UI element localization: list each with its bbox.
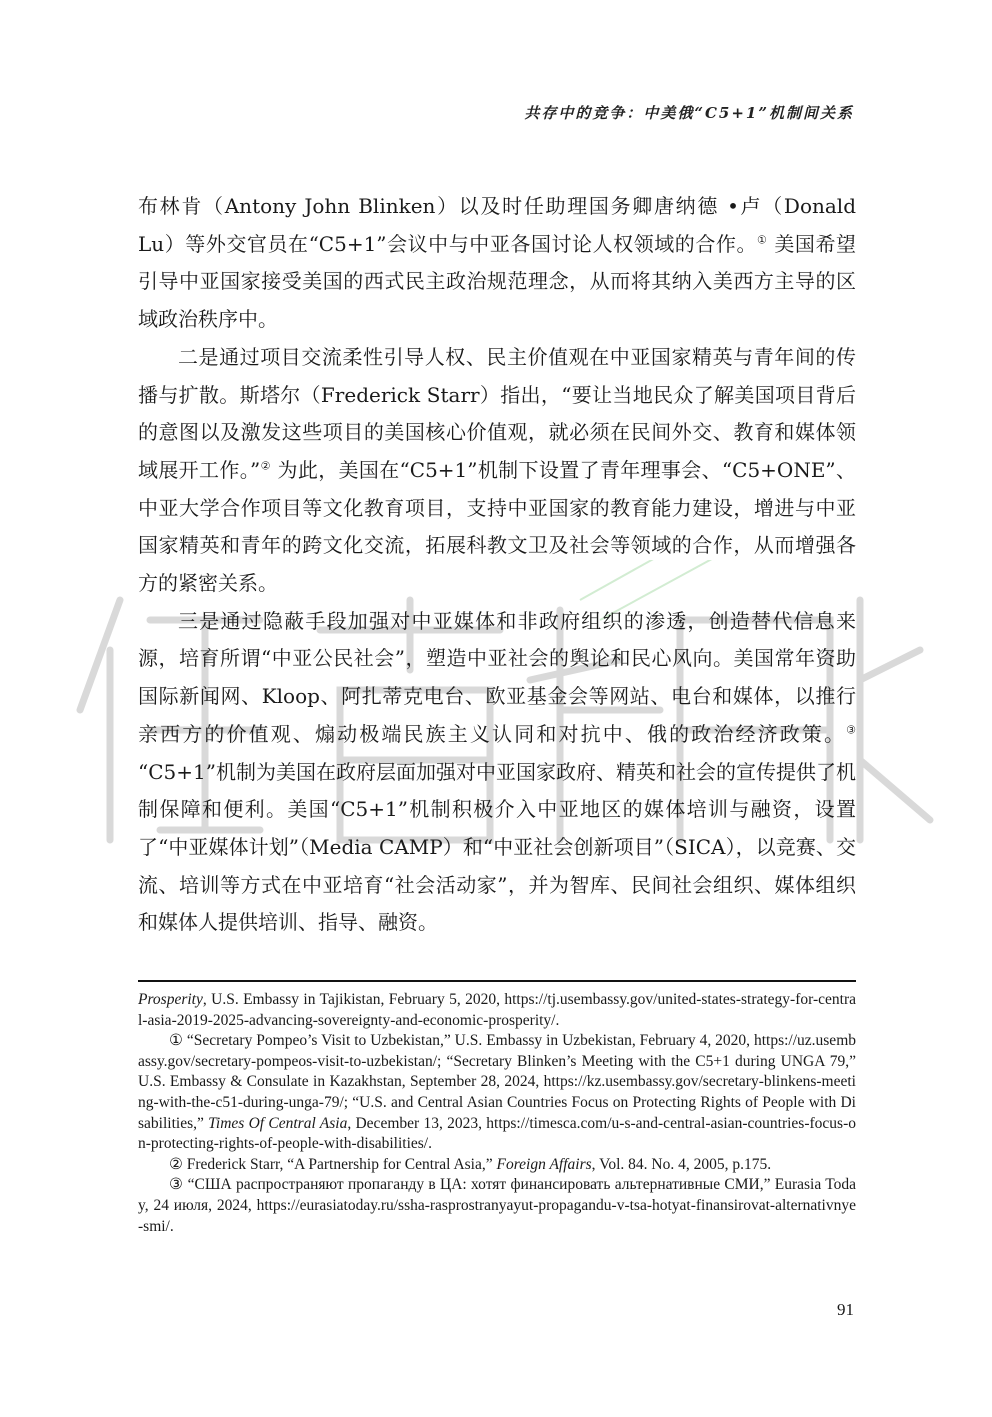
footnote-fn1 — [138, 1031, 856, 1155]
italic-title: Times Of Central Asia — [208, 1114, 348, 1132]
italic-title: Prosperity — [138, 991, 203, 1008]
text-run: 布林肯（Antony John Blinken）以及时任助理国务卿唐纳德 •卢（Donald Lu）等外交官员在“C5+1”会议中与中亚各国讨论人权领域的合作。 — [138, 194, 856, 256]
text-run: , December 13, 2023, https://timesca.com/u-s-and-central-asian-countries-focus-on-protecting-rights-of-people-with-disabilities/. — [138, 1114, 856, 1153]
running-header: 共存中的竞争：中美俄“C5+1”机制间关系 — [524, 104, 854, 122]
body-text — [138, 188, 856, 942]
footnote-marker: ① — [757, 233, 768, 247]
text-run: 美国希望引导中亚国家接受美国的西式民主政治规范理念，从而将其纳入美西方主导的区域政治秩序中。 — [138, 231, 856, 332]
italic-title: Foreign Affairs — [496, 1155, 592, 1173]
text-run: “C5+1”机制为美国在政府层面加强对中亚国家政府、精英和社会的宣传提供了机制保障和便利。美国“C5+1”机制积极介入中亚地区的媒体培训与融资，设置了“中亚媒体计划”（Media CAMP）和“中亚社会创新项目”（SICA），以竞赛、交流、培训等方式在中亚培育“社会活动家”，并为智库、民间社会组织、媒体组织和媒体人提供培训、指导、融资。 — [138, 759, 856, 935]
page-number: 91 — [837, 1300, 854, 1319]
text-run: 为此，美国在“C5+1”机制下设置了青年理事会、“C5+ONE”、中亚大学合作项目等文化教育项目，支持中亚国家的教育能力建设，增进与中亚国家精英和青年的跨文化交流，拓展科教文卫及社会等领域的合作，从而增强各方的紧密关系。 — [138, 457, 856, 596]
footnote-fn3 — [138, 1175, 856, 1237]
text-run: 三是通过隐蔽手段加强对中亚媒体和非政府组织的渗透，创造替代信息来源，培育所谓“中亚公民社会”，塑造中亚社会的舆论和民心风向。美国常年资助国际新闻网、Kloop、阿扎蒂克电台、欧亚基金会等网站、电台和媒体，以推行亲西方的价值观、煽动极端民族主义认同和对抗中、俄的政治经济政策。 — [138, 608, 856, 746]
paragraph-p1 — [138, 188, 856, 339]
footnote-rule — [138, 980, 856, 982]
text-run: , U.S. Embassy in Tajikistan, February 5, 2020, https://tj.usembassy.gov/united-states-strategy-for-central-asia-2019-2025-advancing-sovereignty-and-economic-prosperity/. — [138, 991, 856, 1029]
footnote-fn2 — [138, 1155, 856, 1176]
footnote-marker: ③ — [846, 723, 856, 737]
footnotes — [138, 990, 856, 1237]
paragraph-p2 — [138, 339, 856, 603]
paragraph-p3 — [138, 603, 856, 942]
text-run: ② Frederick Starr, “A Partnership for Central Asia,” — [169, 1155, 497, 1173]
text-run: 二是通过项目交流柔性引导人权、民主价值观在中亚国家精英与青年间的传播与扩散。斯塔尔（Frederick Starr）指出，“要让当地民众了解美国项目背后的意图以及激发这些项目的美国核心价值观，就必须在民间外交、教育和媒体领域展开工作。” — [138, 344, 856, 482]
text-run: , Vol. 84. No. 4, 2005, p.175. — [591, 1155, 772, 1173]
footnote-fn-cont — [138, 990, 856, 1031]
footnote-marker: ② — [260, 459, 271, 473]
text-run: ① “Secretary Pompeo’s Visit to Uzbekistan,” U.S. Embassy in Uzbekistan, February 4, 2020, https://uz.usembassy.gov/secretary-pompeos-visit-to-uzbekistan/; “Secretary Blinken’s Meeting with the C5+1 during UNGA 79,” U.S. Embassy & Consulate in Kazakhstan, September 28, 2024, https://kz.usembassy.gov/secretary-blinkens-meeting-with-the-c51-during-unga-79/; “U.S. and Central Asian Countries Focus on Protecting Rights of People with Disabilities,” — [138, 1032, 856, 1132]
text-run: ③ “США распространяют пропаганду в ЦА: хотят финансировать альтернативные СМИ,” Eurasia Today, 24 июля, 2024, https://eurasiatoday.ru/ssha-rasprostranyayut-propagandu-v-tsa-hotyat-finansirovat-alternativnye-smi/. — [138, 1176, 856, 1235]
